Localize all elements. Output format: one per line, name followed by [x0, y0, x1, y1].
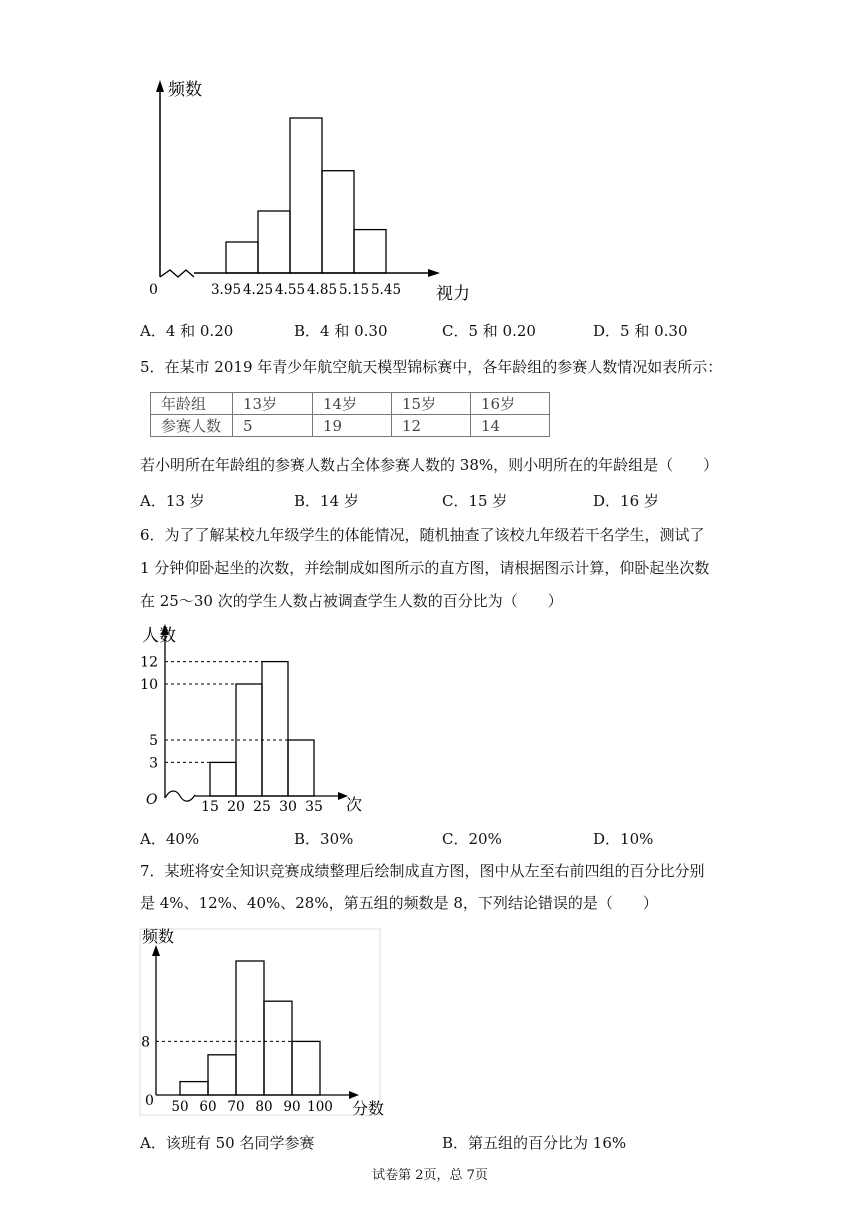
q4-option-b[interactable]: B．4 和 0.30: [294, 322, 388, 340]
histogram-bar: [226, 242, 258, 273]
origin-label: O: [146, 792, 158, 808]
histogram-bar: [290, 118, 322, 273]
histogram-bar: [210, 762, 236, 796]
y-axis-label: 频数: [168, 80, 202, 100]
x-tick-label: 80: [255, 1099, 273, 1115]
q6-option-d[interactable]: D．10%: [593, 830, 654, 848]
table-cell: 14岁: [313, 393, 392, 415]
x-axis-arrow: [428, 269, 440, 277]
x-tick-label: 5.45: [370, 282, 402, 298]
chart-frame: [140, 929, 380, 1115]
q5-stem: 5．在某市 2019 年青少年航空航天模型锦标赛中，各年龄组的参赛人数情况如表所示：: [140, 358, 723, 376]
vision-histogram: [0, 0, 860, 310]
table-cell: 12: [392, 415, 471, 437]
q5-option-d[interactable]: D．16 岁: [593, 492, 659, 510]
y-axis-arrow: [156, 80, 164, 92]
table-cell: 13岁: [233, 393, 313, 415]
histogram-bar: [354, 230, 386, 273]
x-tick-label: 30: [279, 799, 297, 815]
q6-stem-line-1: 6．为了了解某校九年级学生的体能情况，随机抽查了该校九年级若干名学生，测试了: [140, 526, 705, 544]
y-tick-label: 10: [140, 677, 158, 693]
q4-option-c[interactable]: C．5 和 0.20: [442, 322, 536, 340]
x-tick-label: 20: [227, 799, 245, 815]
q7-stem-line-2: 是 4%、12%、40%、28%，第五组的频数是 8，下列结论错误的是（ ）: [140, 894, 658, 912]
x-tick-label: 4.85: [306, 282, 338, 298]
y-axis-arrow: [152, 945, 160, 956]
table-row-count: [151, 415, 550, 437]
q6-option-c[interactable]: C．20%: [442, 830, 502, 848]
y-tick-label: 3: [149, 755, 158, 772]
table-row-header: [151, 393, 550, 415]
x-tick-label: 60: [199, 1099, 217, 1115]
q5-question: 若小明所在年龄组的参赛人数占全体参赛人数的 38%，则小明所在的年龄组是（ ）: [140, 456, 719, 474]
q7-stem-line-1: 7．某班将安全知识竞赛成绩整理后绘制成直方图，图中从左至右前四组的百分比分别: [140, 862, 705, 880]
histogram-bar: [262, 662, 288, 796]
q6-stem-line-3: 在 25～30 次的学生人数占被调查学生人数的百分比为（ ）: [140, 592, 563, 610]
x-tick-label: 90: [283, 1099, 301, 1115]
x-axis-label: 次: [346, 795, 363, 814]
q4-option-a[interactable]: A．4 和 0.20: [140, 322, 234, 340]
table-cell: 14: [471, 415, 550, 437]
y-tick-label: 8: [141, 1034, 150, 1051]
x-tick-label: 4.25: [242, 282, 274, 298]
histogram-bar: [322, 171, 354, 273]
table-cell: 年龄组: [151, 393, 233, 415]
x-tick-label: 50: [171, 1099, 189, 1115]
histogram-bar: [180, 1082, 208, 1095]
x-tick-label: 5.15: [338, 282, 370, 298]
table-cell: 19: [313, 415, 392, 437]
axis-break-zigzag: [160, 270, 194, 277]
age-group-table: [150, 392, 550, 437]
q4-option-d[interactable]: D．5 和 0.30: [593, 322, 688, 340]
y-axis-label: 人数: [142, 626, 176, 646]
origin-label: 0: [149, 282, 158, 298]
q7-option-a[interactable]: A．该班有 50 名同学参赛: [140, 1134, 315, 1152]
x-tick-label: 3.95: [210, 282, 242, 298]
q5-option-c[interactable]: C．15 岁: [442, 492, 508, 510]
situp-histogram: [0, 615, 860, 815]
y-axis-label: 频数: [142, 927, 175, 946]
q5-option-b[interactable]: B．14 岁: [294, 492, 359, 510]
x-axis-arrow: [349, 1091, 359, 1099]
origin-label: 0: [145, 1093, 154, 1109]
x-tick-label: 15: [201, 799, 219, 815]
x-tick-label: 70: [227, 1099, 245, 1115]
x-tick-label: 25: [253, 799, 271, 815]
x-tick-label: 4.55: [274, 282, 306, 298]
page-footer: 试卷第 2页，总 7页: [372, 1168, 488, 1183]
x-axis-label: 视力: [436, 284, 470, 304]
axis-break-wave: [165, 791, 195, 801]
table-cell: 16岁: [471, 393, 550, 415]
q6-stem-line-2: 1 分钟仰卧起坐的次数，并绘制成如图所示的直方图，请根据图示计算，仰卧起坐次数: [140, 559, 710, 577]
table-cell: 15岁: [392, 393, 471, 415]
histogram-bar: [236, 961, 264, 1095]
x-tick-label: 35: [305, 799, 323, 815]
q5-option-a[interactable]: A．13 岁: [140, 492, 205, 510]
q6-option-b[interactable]: B．30%: [294, 830, 354, 848]
y-tick-label: 5: [149, 733, 158, 749]
x-axis-label: 分数: [352, 1099, 385, 1118]
histogram-bar: [208, 1055, 236, 1095]
q6-option-a[interactable]: A．40%: [140, 830, 200, 848]
histogram-bar: [258, 211, 290, 273]
q7-option-b[interactable]: B．第五组的百分比为 16%: [442, 1134, 627, 1152]
score-histogram: [0, 925, 860, 1125]
histogram-bar: [292, 1041, 320, 1095]
histogram-bar: [288, 740, 314, 796]
x-tick-label: 100: [307, 1099, 333, 1115]
table-cell: 5: [233, 415, 313, 437]
table-cell: 参赛人数: [151, 415, 233, 437]
histogram-bar: [264, 1001, 292, 1095]
y-tick-label: 12: [140, 654, 158, 671]
